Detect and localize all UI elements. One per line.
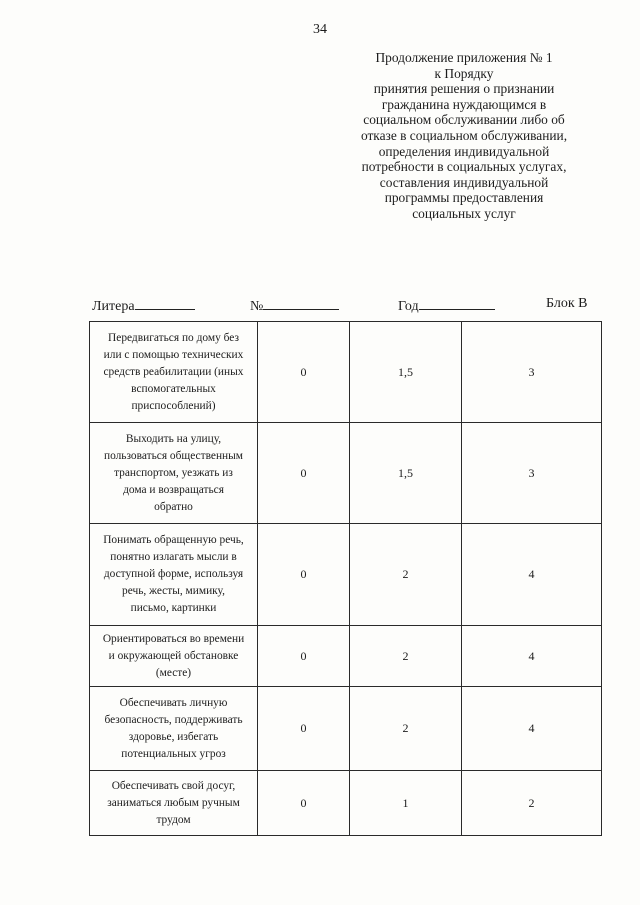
block-label: Блок В (546, 296, 588, 311)
score-cell: 0 (258, 771, 350, 836)
score-cell: 0 (258, 626, 350, 687)
criterion-line: Выходить на улицу, (125, 432, 222, 445)
criterion-line: вспомогательных (131, 382, 216, 395)
criterion-line: Обеспечивать свой досуг, (111, 779, 236, 792)
score-cell: 2 (350, 524, 462, 626)
criterion-line: средств реабилитации (иных (103, 365, 244, 378)
year-blank (419, 296, 495, 310)
criterion-line: здоровье, избегать (128, 730, 219, 743)
score-cell: 1 (350, 771, 462, 836)
score-cell: 4 (462, 687, 602, 771)
score-cell: 0 (258, 322, 350, 423)
year-label: Год (398, 299, 419, 314)
criterion-cell (90, 687, 258, 771)
criterion-line: обратно (154, 500, 193, 513)
criterion-line: заниматься любым ручным (107, 796, 240, 809)
page-number: 34 (313, 22, 327, 37)
criterion-line: понятно излагать мысли в (110, 551, 237, 563)
heading-line: потребности в социальных услугах, (361, 159, 567, 175)
year-field (398, 296, 495, 315)
score-cell: 4 (462, 626, 602, 687)
score-cell: 1,5 (350, 423, 462, 524)
criterion-line: (месте) (155, 666, 192, 679)
score-cell: 3 (462, 322, 602, 423)
criterion-line: речь, жесты, мимику, (122, 585, 225, 597)
criterion-line: транспортом, уезжать из (114, 466, 233, 479)
criterion-line: Обеспечивать личную (119, 696, 228, 709)
criterion-line: Передвигаться по дому без (108, 331, 239, 344)
criterion-line: потенциальных угроз (121, 747, 226, 760)
heading-line: к Порядку (434, 65, 494, 81)
criterion-line: дома и возвращаться (123, 483, 224, 496)
heading-line: социальных услуг (412, 205, 516, 221)
heading-line: составления индивидуальной (379, 174, 549, 190)
number-field (250, 296, 339, 315)
heading-line: Продолжение приложения № 1 (375, 50, 553, 65)
heading-line: социальном обслуживании либо об (363, 112, 565, 128)
table-row (90, 687, 602, 771)
score-cell: 0 (258, 423, 350, 524)
litera-blank (135, 296, 195, 310)
appendix-heading (330, 50, 598, 222)
score-cell: 4 (462, 524, 602, 626)
score-cell: 0 (258, 524, 350, 626)
criterion-line: пользоваться общественным (103, 449, 243, 462)
number-blank (263, 296, 339, 310)
score-cell: 2 (462, 771, 602, 836)
table-row (90, 771, 602, 836)
criterion-line: или с помощью технических (103, 348, 244, 361)
table-row (90, 626, 602, 687)
score-cell: 2 (350, 626, 462, 687)
assessment-table (89, 321, 602, 836)
criterion-line: приспособлений) (131, 399, 216, 412)
score-cell: 1,5 (350, 322, 462, 423)
table-row (90, 423, 602, 524)
heading-line: гражданина нуждающимся в (381, 96, 547, 112)
criterion-cell (90, 524, 258, 626)
criterion-line: безопасность, поддерживать (104, 713, 243, 726)
criterion-line: письмо, картинки (130, 602, 217, 614)
criterion-line: доступной форме, используя (103, 568, 244, 580)
criterion-cell (90, 423, 258, 524)
form-meta-row (0, 296, 640, 316)
table-row (90, 322, 602, 423)
criterion-line: Понимать обращенную речь, (103, 534, 244, 546)
heading-line: определения индивидуальной (378, 143, 550, 159)
litera-field (92, 296, 195, 315)
criterion-cell (90, 771, 258, 836)
score-cell: 2 (350, 687, 462, 771)
criterion-cell (90, 322, 258, 423)
criterion-line: Ориентироваться во времени (102, 632, 245, 645)
table-row (90, 524, 602, 626)
litera-label: Литера (92, 299, 135, 314)
heading-line: принятия решения о признании (373, 81, 555, 97)
criterion-line: и окружающей обстановке (108, 649, 239, 662)
number-label: № (250, 299, 264, 314)
heading-line: программы предоставления (384, 190, 544, 206)
criterion-cell (90, 626, 258, 687)
score-cell: 3 (462, 423, 602, 524)
heading-line: отказе в социальном обслуживании, (360, 127, 568, 143)
criterion-line: трудом (156, 813, 191, 826)
score-cell: 0 (258, 687, 350, 771)
